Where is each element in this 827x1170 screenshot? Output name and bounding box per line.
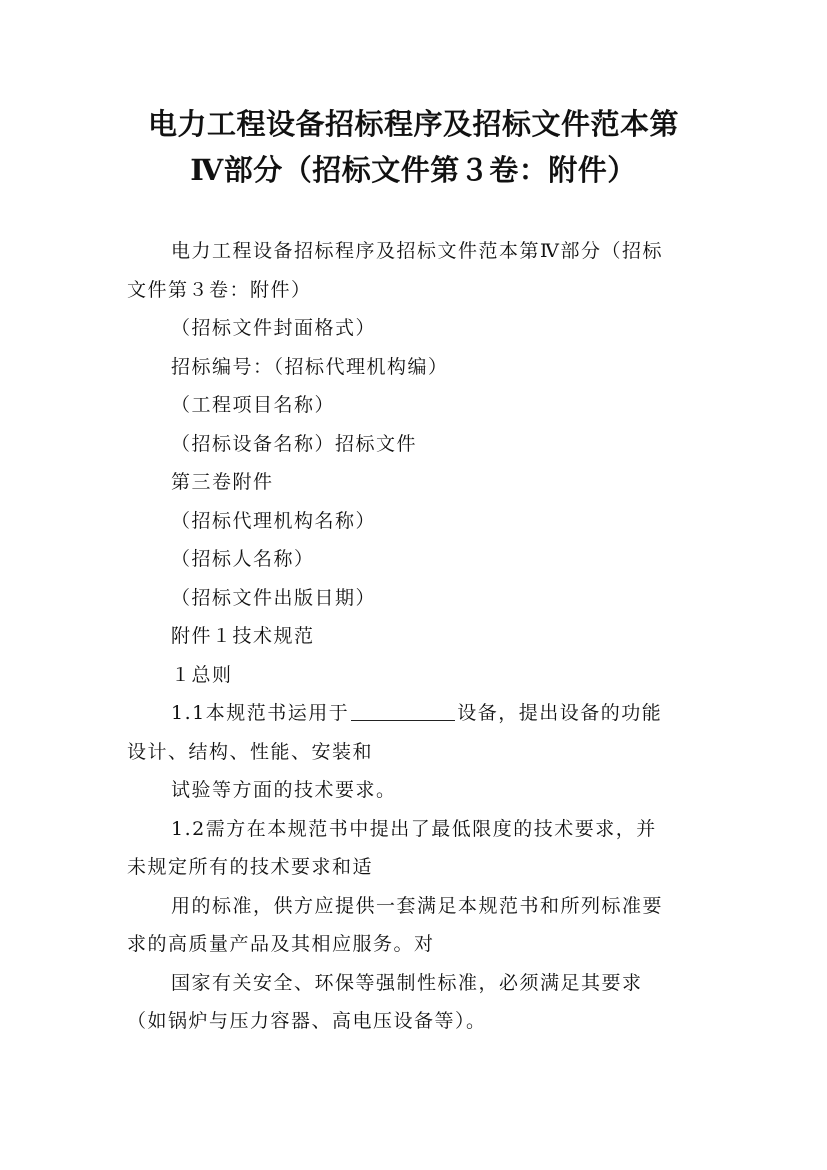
paragraph-standards-line-2: 求的高质量产品及其相应服务。对 <box>127 933 435 955</box>
paragraph-volume-three: 第三卷附件 <box>171 471 274 493</box>
paragraph-clause-1-2-line-2: 未规定所有的技术要求和适 <box>127 856 374 878</box>
title-line-1: 电力工程设备招标程序及招标文件范本第 <box>147 107 679 141</box>
paragraph-mandatory-line-2: （如锅炉与压力容器、高电压设备等）。 <box>127 1010 487 1032</box>
paragraph-test-requirements: 试验等方面的技术要求。 <box>171 779 397 801</box>
paragraph-agency-name: （招标代理机构名称） <box>171 509 377 532</box>
paragraph-cover-format: （招标文件封面格式） <box>171 317 377 339</box>
paragraph-publish-date: （招标文件出版日期） <box>171 586 377 609</box>
paragraph-standards-line-1: 用的标准，供方应提供一套满足本规范书和所列标准要 <box>171 894 664 917</box>
paragraph-tenderer-name: （招标人名称） <box>171 548 315 570</box>
paragraph-clause-1-2-line-1: 1.2需方在本规范书中提出了最低限度的技术要求，并 <box>171 817 657 840</box>
paragraph-mandatory-line-1: 国家有关安全、环保等强制性标准，必须满足其要求 <box>171 971 643 994</box>
paragraph-attachment-heading: 附件１技术规范 <box>171 625 315 647</box>
paragraph-tender-number: 招标编号：（招标代理机构编） <box>171 355 449 378</box>
document-title <box>100 101 727 193</box>
paragraph-project-name: （工程项目名称） <box>171 394 336 416</box>
title-line-2: Ⅳ部分（招标文件第３卷：附件） <box>190 153 637 187</box>
paragraph-general-heading: １总则 <box>171 663 233 686</box>
fill-in-blank-line <box>351 698 455 721</box>
paragraph-clause-1-1-line-2: 设计、结构、性能、安装和 <box>127 740 374 763</box>
paragraph-intro-line-2: 文件第３卷：附件） <box>127 278 312 301</box>
paragraph-intro-line-1: 电力工程设备招标程序及招标文件范本第Ⅳ部分（招标 <box>171 240 663 262</box>
document-body <box>127 232 707 1041</box>
clause-1-1-prefix: 1.1本规范书运用于 <box>171 702 350 724</box>
paragraph-equipment-name: （招标设备名称）招标文件 <box>171 432 418 455</box>
paragraph-clause-1-1-line-1 <box>127 694 707 733</box>
clause-1-1-suffix: 设备，提出设备的功能 <box>457 702 663 724</box>
